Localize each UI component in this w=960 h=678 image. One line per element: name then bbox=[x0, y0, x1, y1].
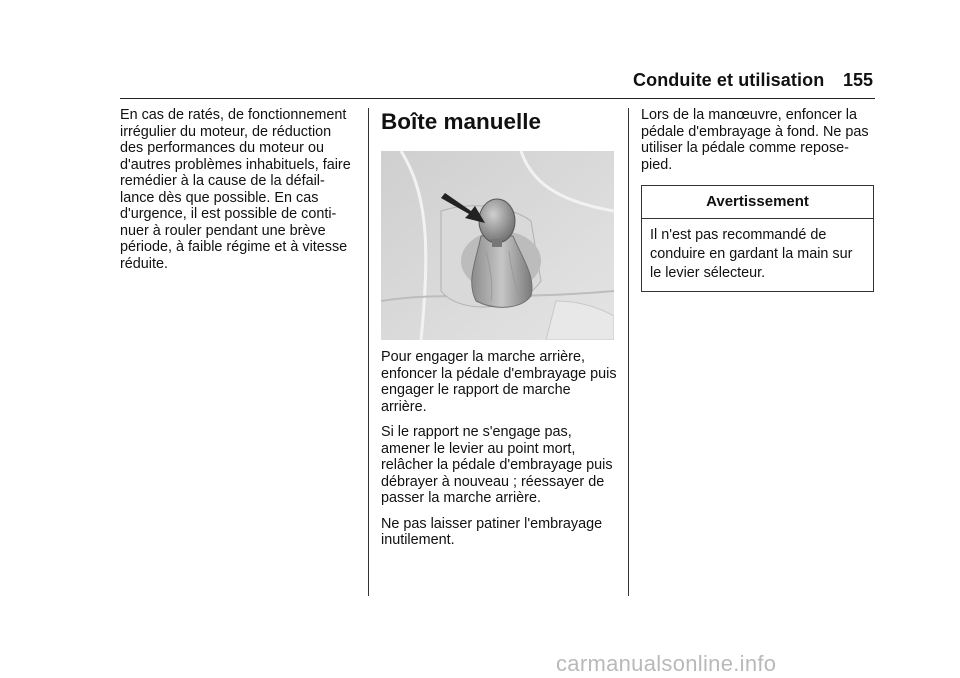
header-divider bbox=[120, 98, 875, 99]
warning-title: Avertissement bbox=[642, 186, 873, 219]
column-middle bbox=[381, 107, 617, 558]
paragraph-clutch-slip: Ne pas laisser patiner l'embrayage inutilement. bbox=[381, 515, 603, 548]
watermark: carmanualsonline.info bbox=[556, 651, 777, 676]
paragraph-misfire: En cas de ratés, de fonctionnement irrégulier du moteur, de réduction des performances du moteur ou d'autres problèmes inhabituels, faire remédier à la cause de la défail- lance dès que possible. En cas d'urgence, il est possible de conti- nuer à rouler pendant une brève période, à faible régime et à vitesse réduite. bbox=[120, 107, 351, 272]
column-divider-left bbox=[368, 108, 369, 596]
warning-body: Il n'est pas recommandé de conduire en gardant la main sur le levier sélecteur. bbox=[650, 226, 853, 281]
column-right bbox=[641, 107, 877, 292]
paragraph-clutch-pedal: Lors de la manœuvre, enfoncer la pédale d'embrayage à fond. Ne pas utiliser la pédale comme repose-pied. bbox=[641, 107, 869, 173]
column-left bbox=[120, 107, 356, 281]
paragraph-reverse: Pour engager la marche arrière, enfoncer la pédale d'embrayage puis engager le rapport de marche arrière. bbox=[381, 349, 617, 415]
warning-box bbox=[641, 185, 874, 292]
gear-shift-lever-illustration bbox=[381, 151, 614, 340]
header-title: Conduite et utilisation bbox=[633, 70, 825, 90]
paragraph-neutral: Si le rapport ne s'engage pas, amener le levier au point mort, relâcher la pédale d'embrayage puis débrayer à nouveau ; réessayer de passer la marche arrière. bbox=[381, 424, 613, 506]
page-number: 155 bbox=[843, 70, 874, 90]
column-divider-right bbox=[628, 108, 629, 596]
section-title: Boîte manuelle bbox=[381, 109, 542, 134]
